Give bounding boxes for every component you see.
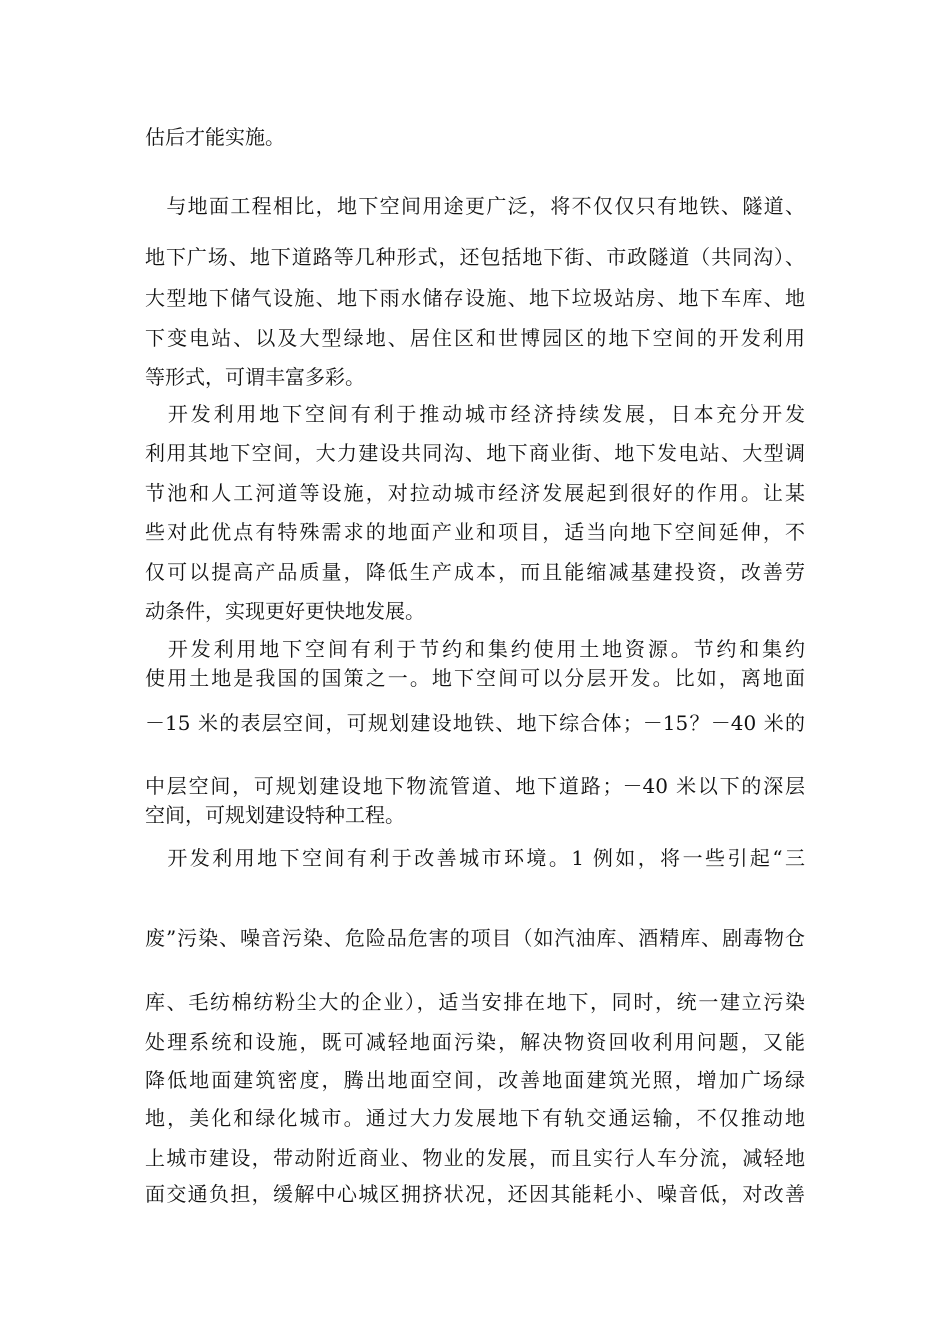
- text-line: 库、毛纺棉纺粉尘大的企业），适当安排在地下，同时，统一建立污染: [145, 990, 805, 1014]
- text-line: 些对此优点有特殊需求的地面产业和项目，适当向地下空间延伸，不: [145, 520, 805, 544]
- text-line: 开发利用地下空间有利于改善城市环境。1 例如，将一些引起“三: [145, 846, 805, 870]
- text-line: 空间，可规划建设特种工程。: [145, 803, 405, 827]
- text-line: 大型地下储气设施、地下雨水储存设施、地下垃圾站房、地下车库、地: [145, 286, 805, 310]
- text-line: 上城市建设，带动附近商业、物业的发展，而且实行人车分流，减轻地: [145, 1146, 805, 1170]
- text-line: 中层空间，可规划建设地下物流管道、地下道路；－40 米以下的深层: [145, 774, 805, 798]
- text-line: 面交通负担，缓解中心城区拥挤状况，还因其能耗小、噪音低，对改善: [145, 1182, 805, 1206]
- text-line: 利用其地下空间，大力建设共同沟、地下商业街、地下发电站、大型调: [145, 441, 805, 465]
- text-line: 处理系统和设施，既可减轻地面污染，解决物资回收利用问题，又能: [145, 1030, 805, 1054]
- text-line: 估后才能实施。: [145, 125, 285, 149]
- text-line: 动条件，实现更好更快地发展。: [145, 599, 425, 623]
- text-line: 降低地面建筑密度，腾出地面空间，改善地面建筑光照，增加广场绿: [145, 1068, 805, 1092]
- text-line: 使用土地是我国的国策之一。地下空间可以分层开发。比如，离地面: [145, 666, 805, 690]
- text-line: 开发利用地下空间有利于推动城市经济持续发展，日本充分开发: [145, 402, 805, 426]
- text-line: 下变电站、以及大型绿地、居住区和世博园区的地下空间的开发利用: [145, 326, 805, 350]
- text-line: 开发利用地下空间有利于节约和集约使用土地资源。节约和集约: [145, 637, 805, 661]
- text-line: 等形式，可谓丰富多彩。: [145, 365, 365, 389]
- text-line: 地，美化和绿化城市。通过大力发展地下有轨交通运输，不仅推动地: [145, 1106, 805, 1130]
- text-line: 废”污染、噪音污染、危险品危害的项目（如汽油库、酒精库、剧毒物仓: [145, 926, 805, 950]
- text-line: －15 米的表层空间，可规划建设地铁、地下综合体；－15？－40 米的: [145, 711, 805, 735]
- text-line: 仅可以提高产品质量，降低生产成本，而且能缩减基建投资，改善劳: [145, 560, 805, 584]
- text-line: 节池和人工河道等设施，对拉动城市经济发展起到很好的作用。让某: [145, 481, 805, 505]
- text-line: 与地面工程相比，地下空间用途更广泛，将不仅仅只有地铁、隧道、: [145, 194, 805, 218]
- text-line: 地下广场、地下道路等几种形式，还包括地下街、市政隧道（共同沟）、: [145, 245, 805, 269]
